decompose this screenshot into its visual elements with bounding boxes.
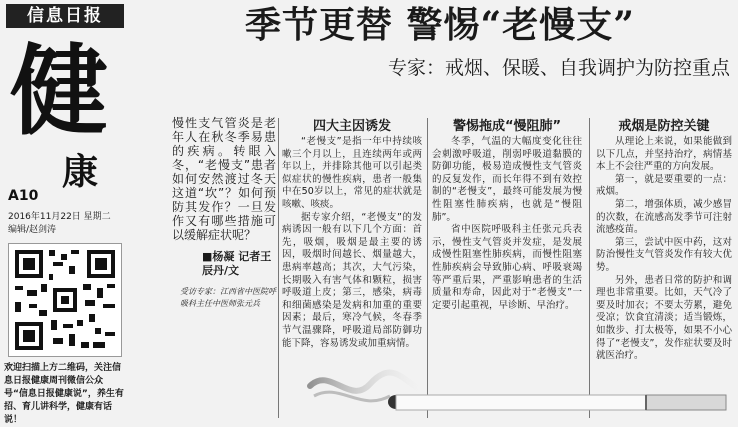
column-title: 四大主因诱发 — [312, 119, 391, 134]
column-paragraph: 省中医院呼吸科主任张元兵表示，慢性支气管炎并发症，是发展成慢性阻塞性肺疾病，而慢性阻塞性肺疾病会导致肺心病、呼吸衰竭等严重后果，严重影响患者的生活质量和寿命，因此对于“老慢支”一定要引起重视，早诊断、早治疗。 — [432, 224, 582, 311]
column-title: 戒烟是防控关键 — [618, 119, 710, 134]
expert-signature: 受访专家：江西省中医院呼吸科主任中医师张元兵 — [180, 287, 276, 308]
section-title-char-2: 康 — [62, 151, 99, 193]
article-column-quit-smoking — [596, 118, 732, 363]
editor-credit: 编辑/赵剑涛 — [8, 225, 57, 235]
column-divider — [278, 118, 279, 418]
column-paragraph: 另外，患者日常的防护和调理也非常重要。比如，天气冷了要及时加衣；不要太劳累，避免受凉；饮食宜清淡；适当锻炼，如散步、打太极等，如果不小心得了“老慢支”，发作症状要及时就医治疗。 — [596, 274, 732, 362]
column-paragraph: “老慢支”是指一年中持续咳嗽三个月以上，且连续两年或两年以上，并排除其他可以引起类似症状的慢性疾病，患者一般集中在50岁以上，常见的症状就是咳嗽、咳痰。 — [282, 136, 422, 210]
qr-code[interactable] — [8, 243, 122, 357]
column-paragraph: 冬季，气温的大幅度变化往往会刺激呼吸道，削弱呼吸道黏膜的防御功能，极易造成慢性支气管炎的反复发作，而长年得不到有效控制的“老慢支”，最终可能发展为慢性阻塞性肺疾病，也就是“慢阻肺”。 — [432, 136, 582, 223]
article-column-causes — [282, 118, 422, 350]
lead-paragraph: 慢性支气管炎是老年人在秋冬季易患的疾病。转眼入冬，“老慢支”患者如何安然渡过冬天这道“坎”？如何预防其发作？一旦发作又有哪些措施可以缓解症状呢？ — [172, 116, 276, 242]
sub-headline: 专家：戒烟、保暖、自我调护为防控重点 — [387, 57, 730, 79]
qr-code-graphic — [9, 244, 121, 356]
column-paragraph: 从理论上来说，如果能做到以下几点，并坚持治疗，病情基本上不会往严重的方向发展。 — [596, 136, 732, 173]
byline: ■杨凝 记者王辰丹/文 — [202, 250, 272, 277]
main-headline: 季节更替 警惕“老慢支” — [245, 4, 635, 46]
article-column-copd-warning — [432, 118, 582, 312]
column-paragraph: 第一，就是要重要的一点：戒烟。 — [596, 173, 732, 198]
column-title: 警惕拖成“慢阻肺” — [452, 119, 562, 134]
newspaper-masthead: 信息日报 — [6, 4, 124, 28]
section-title-char-1: 健 — [10, 34, 109, 149]
issue-date: 2016年11月22日 星期二 — [8, 212, 111, 222]
page-number: A10 — [8, 188, 39, 204]
cigarette-icon — [300, 356, 730, 422]
column-paragraph: 据专家介绍，“老慢支”的发病诱因一般有以下几个方面：首先，吸烟，吸烟是最主要的诱因，吸烟时间越长、烟量越大，患病率越高；其次，大气污染，长期吸入有害气体和颗粒，损害呼吸道上皮；第三，感染，病毒和细菌感染是发病和加重的重要因素；最后，寒冷气候，冬春季节气温骤降，呼吸道局部防御功能下降，容易诱发或加重病情。 — [282, 211, 422, 349]
column-paragraph: 第二，增强体质，减少感冒的次数，在流感高发季节可注射流感疫苗。 — [596, 198, 732, 236]
qr-caption: 欢迎扫描上方二维码，关注信息日报健康周刊微信公众号“信息日报健康说”，养生有招、育儿讲科学，健康有话说！ — [4, 363, 124, 425]
column-paragraph: 第三，尝试中医中药，这对防治慢性支气管炎发作有较大优势。 — [596, 236, 732, 273]
cigarette-illustration — [300, 356, 730, 422]
